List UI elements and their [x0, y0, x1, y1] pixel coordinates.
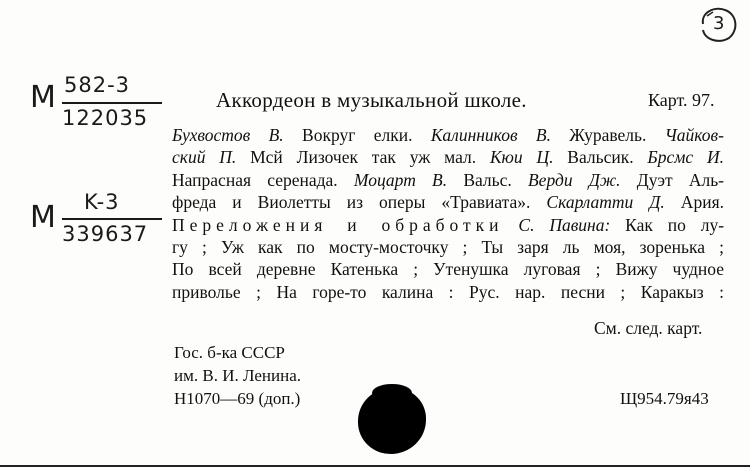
- body-text-run: Напрасная серенада.: [172, 169, 354, 190]
- body-text-run: Вальсик.: [553, 147, 648, 168]
- footer-card-code: Н1070—69 (доп.): [174, 389, 301, 408]
- body-line: [172, 124, 724, 146]
- see-next-card: См. след. карт.: [594, 318, 703, 338]
- body-author-name: Калинников В.: [430, 125, 551, 145]
- body-text-run: Переложения и обработки: [172, 214, 504, 235]
- card-title: Аккордеон в музыкальной школе.: [216, 88, 527, 112]
- body-text-run: По всей деревне Катенька ; Утенушка луговая ; Вижу чудное: [172, 259, 724, 280]
- body-author-name: Скарлатти Д.: [546, 192, 665, 213]
- footer-library-line-2: им. В. И. Ленина.: [174, 366, 302, 385]
- body-text-run: Вальс.: [447, 169, 528, 190]
- body-author-name: С. Павина:: [518, 214, 611, 235]
- call-number-1-prefix: M: [30, 80, 56, 115]
- call-number-1-rule: [62, 102, 162, 104]
- body-line: [172, 169, 724, 191]
- body-text-run: приволье ; На горе-то калина : Рус. нар. песни ; Каракыз :: [172, 281, 724, 302]
- body-text-run: фреда и Виолетты из оперы «Травиата».: [172, 192, 547, 213]
- call-number-2-top: K-3: [84, 190, 120, 214]
- body-line: [172, 236, 724, 258]
- body-text-run: Журавель.: [550, 125, 665, 145]
- call-number-2: [30, 188, 170, 253]
- classification-code: Щ954.79я43: [620, 389, 709, 408]
- body-line: [172, 214, 724, 236]
- body-text-run: Ария.: [664, 192, 724, 213]
- body-line: [172, 258, 724, 280]
- call-number-1-bottom: 122035: [62, 106, 149, 130]
- body-text-run: [504, 215, 519, 235]
- body-line: [172, 191, 724, 213]
- body-text-run: Вокруг елки.: [283, 125, 431, 145]
- body-author-name: Брсмс И.: [647, 147, 724, 168]
- body-author-name: Моцарт В.: [353, 169, 448, 190]
- body-author-name: Верди Дж.: [527, 169, 621, 190]
- body-author-name: Кюи Ц.: [489, 147, 554, 168]
- call-number-1: [30, 70, 170, 135]
- body-author-name: Чайков-: [664, 125, 724, 145]
- call-number-2-prefix: M: [30, 200, 56, 235]
- corner-mark-text: 3: [713, 13, 725, 34]
- body-text-run: Дуэт Аль-: [620, 169, 725, 190]
- body-text-run: Как по лу-: [610, 214, 725, 235]
- card-number: Карт. 97.: [648, 90, 715, 110]
- ink-blot-stamp-edge: [372, 384, 412, 402]
- footer-library-line-1: Гос. б-ка СССР: [174, 343, 285, 362]
- call-number-2-rule: [62, 218, 162, 220]
- body-text-run: Мсй Лизочек так уж мал.: [236, 147, 490, 168]
- body-line: [172, 146, 724, 168]
- body-author-name: Бухвостов В.: [172, 125, 284, 145]
- corner-handwritten-mark: [697, 4, 741, 44]
- card-body: [172, 124, 724, 303]
- body-line: [172, 281, 724, 303]
- body-text-run: гу ; Уж как по мосту-мосточку ; Ты заря ль моя, зоренька ;: [172, 236, 724, 257]
- call-number-2-bottom: 339637: [62, 222, 149, 246]
- body-author-name: ский П.: [172, 147, 237, 168]
- call-number-1-top: 582-3: [64, 73, 131, 97]
